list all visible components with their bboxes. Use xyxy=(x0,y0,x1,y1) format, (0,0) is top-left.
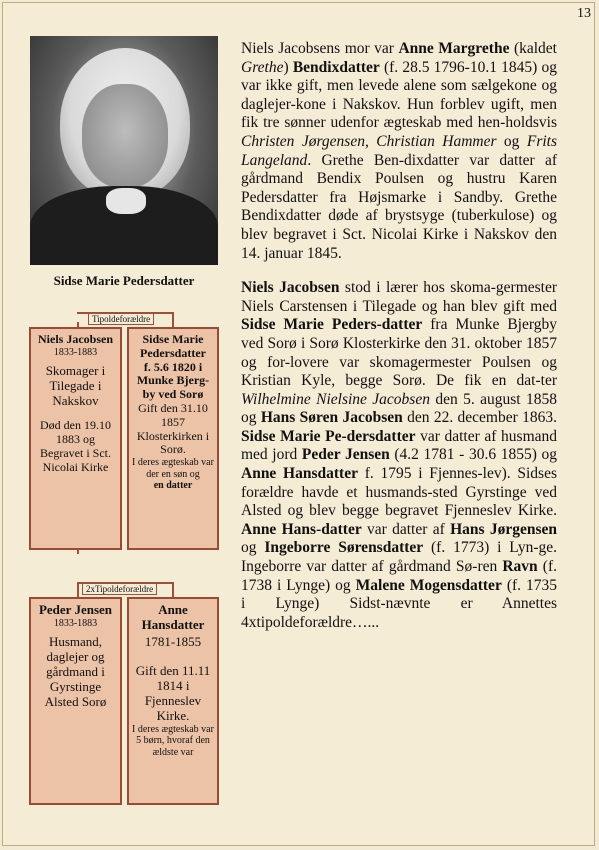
text-run: (f. 1735 i Lynge) Sidst-nævnte er Annettes 4xtipoldeforældre…... xyxy=(241,576,557,631)
person-name: Sidse Marie Pedersdatter xyxy=(140,332,206,360)
text-run: Peder Jensen xyxy=(301,446,390,464)
person-occupation: Skomager i Tilegade i Nakskov xyxy=(45,363,106,409)
person-marriage: Gift den 31.10 1857 Klosterkirken i Sorø. xyxy=(136,400,210,457)
tree-label-tipoldeforaeldre: Tipoldeforældre xyxy=(88,313,154,325)
person-name: Peder Jensen xyxy=(38,602,113,617)
person-name: Anne Hansdatter xyxy=(141,602,205,632)
text-run: f. 1795 i Fjennes-lev). Sidses forældre havde et husmands-sted Gyrstinge ved Alsted og blev begge begravet Fjenneslev Kirke. xyxy=(241,465,557,520)
tree-connector xyxy=(77,582,79,598)
person-dates: 1833-1883 xyxy=(53,617,98,629)
paragraph-2 xyxy=(241,279,557,632)
main-text xyxy=(241,40,557,648)
text-run: Anne Hansdatter xyxy=(241,465,358,483)
person-birth: f. 5.6 1820 i Munke Bjerg-by ved Sorø xyxy=(136,359,210,402)
person-marriage: Gift den 11.11 1814 i Fjenneslev Kirke. xyxy=(135,662,211,723)
person-death: Død den 19.10 1883 og Begravet i Sct. Nicolai Kirke xyxy=(40,418,111,474)
text-run: Grethe xyxy=(241,58,284,76)
text-run: den 22. december 1863. xyxy=(402,409,557,427)
text-run: Niels Jacobsens mor var xyxy=(241,40,399,57)
text-run: (f. 28.5 1796-10.1 1845) og var ikke gift, men levede alene som sælgekone og daglejer-kone i Nakskov. Hun forblev ugift, men fik tre sønner udenfor ægteskab med hen-holdsvis xyxy=(241,58,557,132)
portrait-photo xyxy=(30,36,218,265)
text-run: Hans Jørgensen xyxy=(450,520,557,538)
text-run: var datter af xyxy=(361,520,451,538)
person-children-note: I deres ægteskab var der en søn og xyxy=(132,457,214,480)
tree-connector xyxy=(172,312,174,328)
text-run: Malene Mogensdatter xyxy=(355,576,502,594)
text-run: Bendixdatter xyxy=(292,58,380,76)
person-occupation: Husmand, daglejer og gårdmand i Gyrstinge Alsted Sorø xyxy=(44,634,107,710)
text-run: stod i lærer hos skoma-germester Niels Carstensen i Tilegade og han blev gift med xyxy=(241,279,558,315)
tree-box-peder-jensen xyxy=(29,597,122,805)
text-run: (f. 1738 i Lynge) og xyxy=(241,558,557,594)
text-run: og xyxy=(241,539,265,557)
text-run: var datter af husmand med jord xyxy=(241,427,558,464)
text-run: Hans Søren Jacobsen xyxy=(260,409,403,427)
page-number: 13 xyxy=(577,6,591,21)
text-run: (f. 1773) i Lyn-ge. Ingeborre var datter af gårdmand Sø-ren xyxy=(241,539,558,576)
tree-box-niels-jacobsen xyxy=(29,327,122,550)
text-run: Wilhelmine Nielsine Jacobsen xyxy=(241,390,430,408)
tree-label-2xtipoldeforaeldre: 2xTipoldeforældre xyxy=(82,583,157,595)
text-run: Niels Jacobsen xyxy=(241,279,340,297)
person-dates: 1781-1855 xyxy=(144,633,202,649)
text-run: Sidse Marie Peders-datter xyxy=(241,316,423,334)
text-run: Ravn xyxy=(502,558,538,576)
text-run: Frits Langeland xyxy=(241,132,558,169)
person-dates: 1833-1883 xyxy=(53,346,98,358)
photo-caption: Sidse Marie Pedersdatter xyxy=(53,273,195,288)
text-run: . Grethe Ben-dixdatter var datter af gårdmand Bendix Poulsen og hustru Karen Pedersdatter fra Højsmarke i Sandby. Grethe Bendixdatter døde af brystsyge (tuberkulose) og blev begravet i Sct. Nicolai Kirke i Nakskov den 14. januar 1845. xyxy=(241,151,557,262)
text-run: Sidse Marie Pe-dersdatter xyxy=(241,427,416,445)
paragraph-1 xyxy=(241,40,557,263)
tree-box-anne-hansdatter xyxy=(127,597,219,805)
person-name: Niels Jacobsen xyxy=(38,332,113,346)
text-run: Christen Jørgensen, Christian Hammer xyxy=(241,132,497,150)
person-children-note: I deres ægteskab var 5 børn, hvoraf den ældste var xyxy=(132,723,214,758)
text-run: Ingeborre Sørensdatter xyxy=(264,539,424,557)
tree-connector xyxy=(77,550,79,554)
text-run: Anne Margrethe xyxy=(398,40,510,57)
text-run: den 5. august 1858 og xyxy=(241,390,557,427)
tree-box-sidse-marie xyxy=(127,327,219,550)
text-run: og xyxy=(496,132,527,150)
tree-connector xyxy=(172,582,174,598)
text-run: fra Munke Bjergby ved Sorø i Sorø Klosterkirke den 31. oktober 1857 og for-lovere var skomagermester Poulsen og Kristian Kyle, begge Sorø. De fik en dat-ter xyxy=(241,316,557,390)
text-run: Anne Hans-datter xyxy=(241,520,362,538)
text-run: ) xyxy=(283,58,293,76)
text-run: (kaldet xyxy=(509,40,557,57)
text-run: (4.2 1781 - 30.6 1855) og xyxy=(389,446,557,464)
person-children-end: en datter xyxy=(153,480,193,492)
